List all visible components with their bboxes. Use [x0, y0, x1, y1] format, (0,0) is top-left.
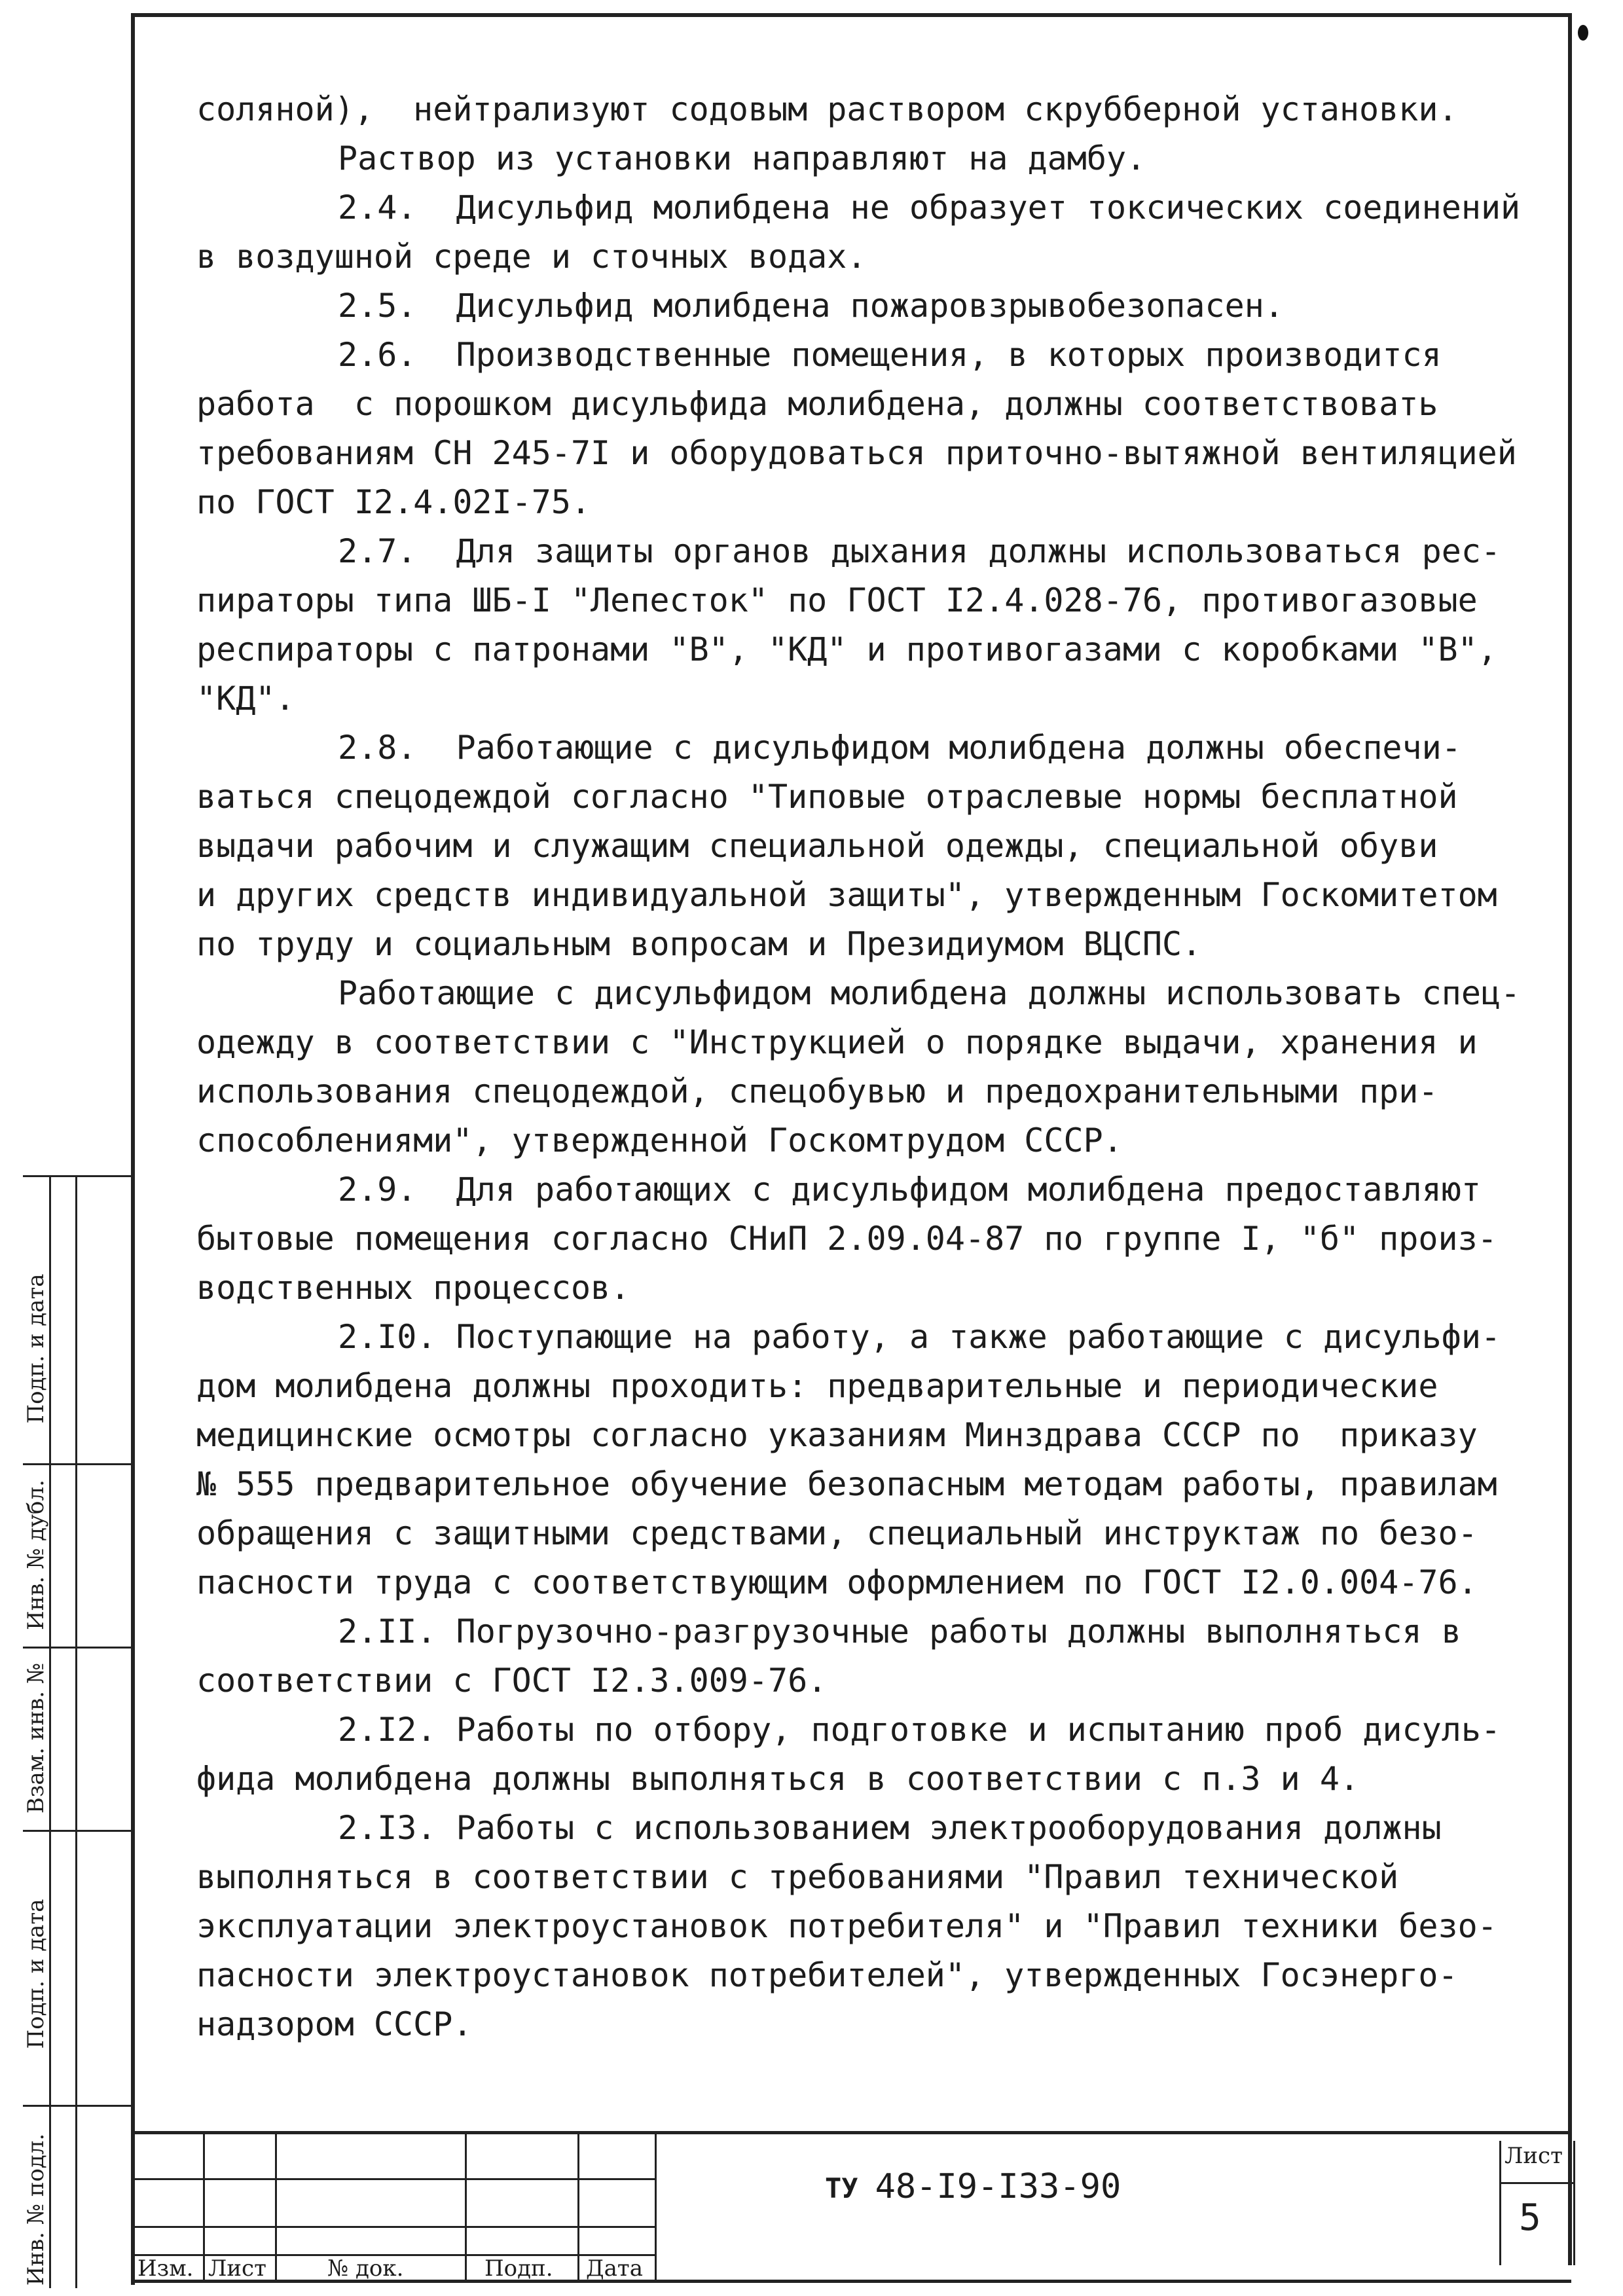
text-line: одежду в соответствии с "Инструкцией о порядке выдачи, хранения и: [196, 1023, 1478, 1061]
title-block-top-line: [131, 2131, 1571, 2134]
text-line: пасности труда с соответствующим оформлением по ГОСТ I2.0.004-76.: [196, 1563, 1478, 1601]
text-line: водственных процессов.: [196, 1269, 630, 1307]
side-stamp-divider: [23, 1647, 131, 1649]
side-stamp-line: [49, 1175, 51, 2288]
text-line: пираторы типа ШБ-I "Лепесток" по ГОСТ I2.4.028-76, противогазовые: [196, 581, 1478, 619]
col-change-label: Изм.: [137, 2255, 194, 2282]
side-interchange-inv-label: Взам. инв. №: [23, 1662, 49, 1814]
binding-hole-mark: [1578, 25, 1588, 41]
sheet-number: 5: [1519, 2196, 1541, 2239]
text-line: медицинские осмотры согласно указаниям Минздрава СССР по приказу: [196, 1416, 1478, 1454]
doc-number: 48-I9-I33-90: [875, 2167, 1122, 2206]
text-line: бытовые помещения согласно СНиП 2.09.04-87 по группе I, "б" произ-: [196, 1220, 1497, 1258]
text-line: соляной), нейтрализуют содовым раствором скрубберной установки.: [196, 90, 1458, 128]
text-line: 2.7. Для защиты органов дыхания должны использоваться рес-: [338, 532, 1501, 570]
text-line: выполняться в соответствии с требованиями "Правил технической: [196, 1858, 1399, 1896]
title-block-row-line: [131, 2178, 655, 2180]
side-sign-date-label-2: Подп. и дата: [23, 1899, 49, 2049]
title-block-col-line: [203, 2131, 205, 2282]
text-line: надзором СССР.: [196, 2005, 473, 2043]
text-line: 2.9. Для работающих с дисульфидом молибдена предоставляют: [338, 1171, 1481, 1209]
frame-left-border: [131, 13, 135, 2285]
text-line: способлениями", утвержденной Госкомтрудом СССР.: [196, 1121, 1123, 1159]
text-line: обращения с защитными средствами, специальный инструктаж по безо-: [196, 1514, 1478, 1552]
side-stamp-divider: [23, 1830, 131, 1832]
text-line: по труду и социальным вопросам и Президиумом ВЦСПС.: [196, 925, 1202, 963]
text-line: Работающие с дисульфидом молибдена должны использовать спец-: [338, 974, 1521, 1012]
document-code: [825, 2167, 1121, 2206]
text-line: 2.I3. Работы с использованием электрооборудования должны: [338, 1809, 1442, 1847]
col-sheet-label: Лист: [208, 2255, 266, 2282]
text-line: респираторы с патронами "В", "КД" и противогазами с коробками "В",: [196, 630, 1497, 668]
text-line: 2.4. Дисульфид молибдена не образует токсических соединений: [338, 189, 1521, 227]
text-line: 2.8. Работающие с дисульфидом молибдена должны обеспечи-: [338, 729, 1461, 767]
text-line: 2.5. Дисульфид молибдена пожаровзрывобезопасен.: [338, 287, 1284, 325]
text-line: требованиям СН 245-7I и оборудоваться приточно-вытяжной вентиляцией: [196, 434, 1517, 472]
title-block-col-line: [465, 2131, 467, 2282]
title-block-col-line: [655, 2131, 657, 2282]
text-line: 2.II. Погрузочно-разгрузочные работы должны выполняться в: [338, 1613, 1461, 1650]
text-line: "КД".: [196, 680, 295, 718]
side-stamp: [23, 1175, 131, 2288]
text-line: и других средств индивидуальной защиты", утвержденным Госкомитетом: [196, 876, 1497, 914]
text-line: 2.I2. Работы по отбору, подготовке и испытанию проб дисуль-: [338, 1711, 1501, 1749]
side-dupl-inv-label: Инв. № дубл.: [23, 1480, 49, 1630]
text-line: Раствор из установки направляют на дамбу.: [338, 139, 1146, 177]
title-block: [131, 2131, 1571, 2282]
text-line: в воздушной среде и сточных водах.: [196, 238, 867, 276]
title-block-row-line: [131, 2226, 655, 2228]
side-orig-inv-label: Инв. № подл.: [23, 2133, 49, 2286]
text-line: пасности электроустановок потребителей", утвержденных Госэнерго-: [196, 1956, 1458, 1994]
text-line: выдачи рабочим и служащим специальной одежды, специальной обуви: [196, 827, 1438, 865]
col-signature-label: Подп.: [484, 2255, 553, 2282]
text-line: 2.I0. Поступающие на работу, а также работающие с дисульфи-: [338, 1318, 1501, 1356]
title-block-col-line: [275, 2131, 277, 2282]
text-line: 2.6. Производственные помещения, в которых производится: [338, 336, 1442, 374]
sheet-box-divider: [1499, 2182, 1573, 2184]
text-line: по ГОСТ I2.4.02I-75.: [196, 483, 591, 521]
text-line: № 555 предварительное обучение безопасным методам работы, правилам: [196, 1465, 1497, 1503]
side-stamp-line: [75, 1175, 77, 2288]
title-block-col-line: [577, 2131, 579, 2282]
text-line: фида молибдена должны выполняться в соответствии с п.3 и 4.: [196, 1760, 1360, 1798]
text-line: дом молибдена должны проходить: предварительные и периодические: [196, 1367, 1438, 1405]
text-line: соответствии с ГОСТ I2.3.009-76.: [196, 1662, 828, 1700]
text-line: ваться спецодеждой согласно "Типовые отраслевые нормы бесплатной: [196, 778, 1458, 816]
document-body: [196, 85, 1571, 2049]
side-stamp-divider: [23, 1463, 131, 1465]
side-sign-date-label: Подп. и дата: [23, 1273, 49, 1424]
text-line: использования спецодеждой, спецобувью и предохранительными при-: [196, 1072, 1438, 1110]
side-stamp-divider: [23, 2105, 131, 2107]
text-line: работа с порошком дисульфида молибдена, должны соответствовать: [196, 385, 1438, 423]
frame-top-border: [131, 13, 1571, 17]
col-doc-no-label: № док.: [327, 2255, 404, 2282]
tu-label: ТУ: [825, 2172, 858, 2204]
col-date-label: Дата: [586, 2255, 643, 2282]
side-stamp-divider: [23, 1175, 131, 1177]
text-line: эксплуатации электроустановок потребителя" и "Правил техники безо-: [196, 1907, 1497, 1945]
sheet-label: Лист: [1504, 2143, 1563, 2169]
